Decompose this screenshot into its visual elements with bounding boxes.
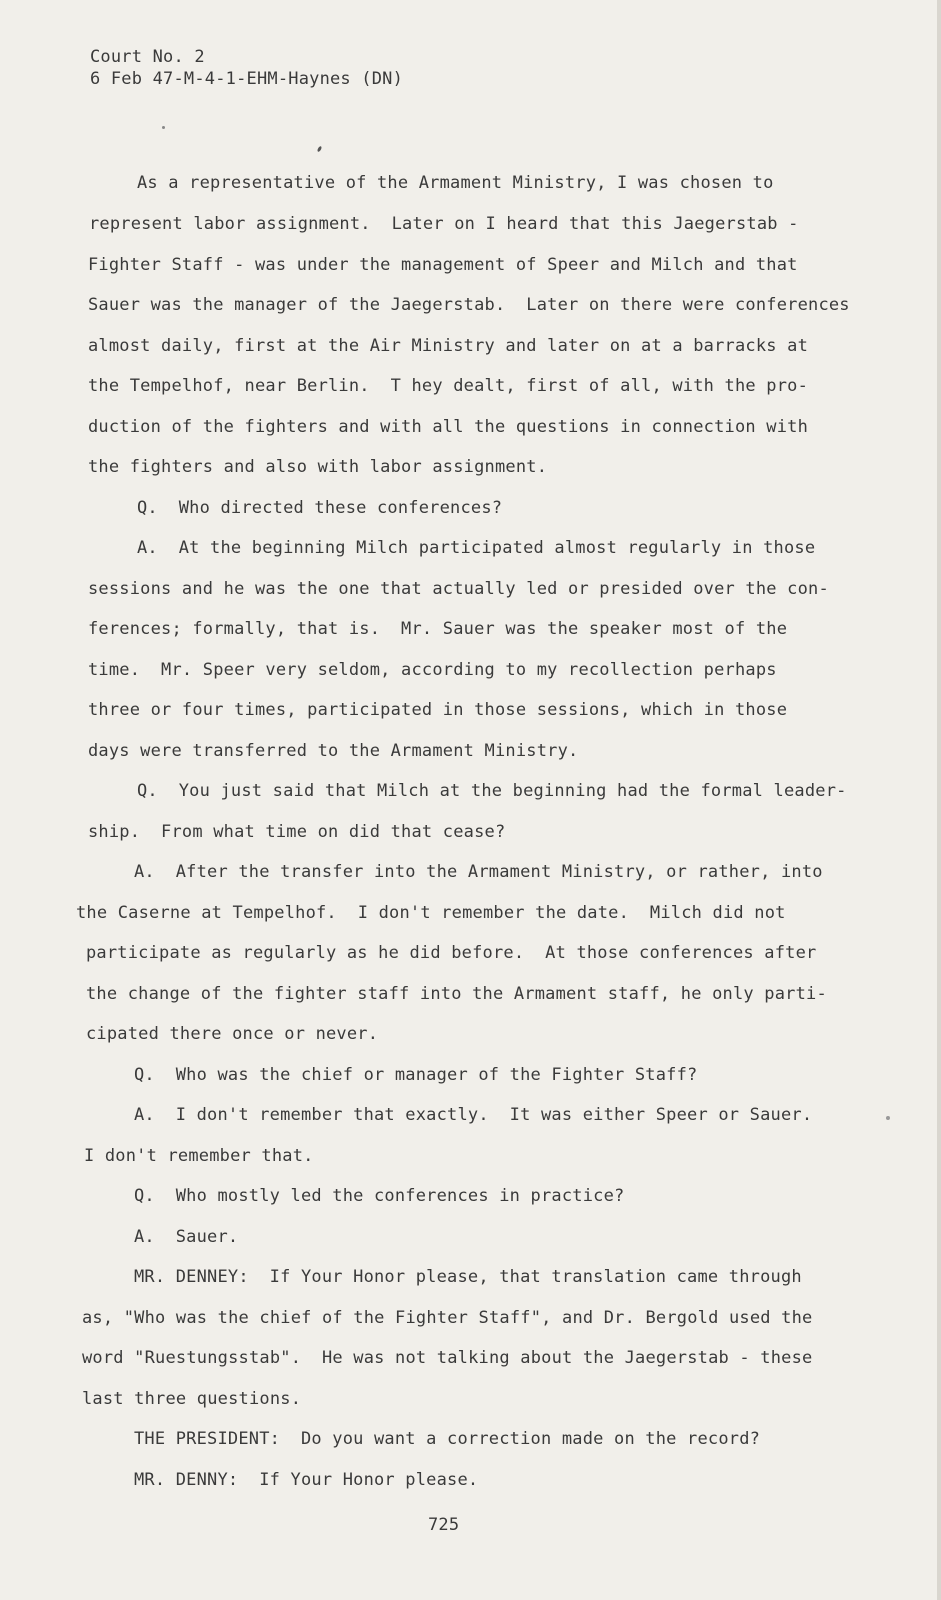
transcript-line: three or four times, participated in those sessions, which in those (88, 700, 788, 720)
transcript-line: Q. Who mostly led the conferences in practice? (134, 1186, 625, 1206)
transcript-line: A. Sauer. (134, 1227, 239, 1247)
page-number: 725 (428, 1515, 460, 1535)
transcript-line: sessions and he was the one that actually led or presided over the con- (88, 579, 829, 599)
transcript-line: as, "Who was the chief of the Fighter Staff", and Dr. Bergold used the (82, 1308, 813, 1328)
paper-speck (317, 146, 323, 153)
transcript-line: participate as regularly as he did before. At those conferences after (86, 943, 817, 963)
transcript-line: A. I don't remember that exactly. It was either Speer or Sauer. (134, 1105, 813, 1125)
transcript-line: represent labor assignment. Later on I heard that this Jaegerstab - (89, 214, 799, 234)
transcript-line: A. At the beginning Milch participated almost regularly in those (137, 538, 816, 558)
transcript-line: ship. From what time on did that cease? (88, 822, 506, 842)
transcript-line: Q. Who was the chief or manager of the Fighter Staff? (134, 1065, 698, 1085)
transcript-line: word "Ruestungsstab". He was not talking about the Jaegerstab - these (82, 1348, 813, 1368)
court-number: Court No. 2 (90, 47, 205, 67)
transcript-line: last three questions. (82, 1389, 302, 1409)
transcript-line: the change of the fighter staff into the Armament staff, he only parti- (86, 984, 827, 1004)
transcript-line: time. Mr. Speer very seldom, according to my recollection perhaps (88, 660, 777, 680)
transcript-line: Q. Who directed these conferences? (137, 498, 503, 518)
transcript-line: A. After the transfer into the Armament Ministry, or rather, into (134, 862, 823, 882)
transcript-line: the Tempelhof, near Berlin. T hey dealt, first of all, with the pro- (88, 376, 809, 396)
session-reference: 6 Feb 47-M-4-1-EHM-Haynes (DN) (90, 69, 404, 89)
transcript-line: I don't remember that. (84, 1146, 314, 1166)
transcript-line: THE PRESIDENT: Do you want a correction made on the record? (134, 1429, 761, 1449)
transcript-line: duction of the fighters and with all the questions in connection with (88, 417, 809, 437)
transcript-line: Sauer was the manager of the Jaegerstab. Later on there were conferences (88, 295, 850, 315)
transcript-line: As a representative of the Armament Ministry, I was chosen to (137, 173, 774, 193)
transcript-line: Fighter Staff - was under the management of Speer and Milch and that (88, 255, 798, 275)
transcript-line: the fighters and also with labor assignment. (88, 457, 548, 477)
paper-speck (886, 1116, 890, 1120)
transcript-header (90, 46, 403, 90)
transcript-line: MR. DENNY: If Your Honor please. (134, 1470, 479, 1490)
transcript-line: cipated there once or never. (86, 1024, 379, 1044)
transcript-line: days were transferred to the Armament Ministry. (88, 741, 579, 761)
paper-speck (162, 126, 165, 129)
transcript-line: the Caserne at Tempelhof. I don't remember the date. Milch did not (76, 903, 786, 923)
transcript-line: almost daily, first at the Air Ministry and later on at a barracks at (88, 336, 809, 356)
transcript-line: Q. You just said that Milch at the beginning had the formal leader- (137, 781, 847, 801)
transcript-line: ferences; formally, that is. Mr. Sauer was the speaker most of the (88, 619, 788, 639)
transcript-line: MR. DENNEY: If Your Honor please, that translation came through (134, 1267, 802, 1287)
